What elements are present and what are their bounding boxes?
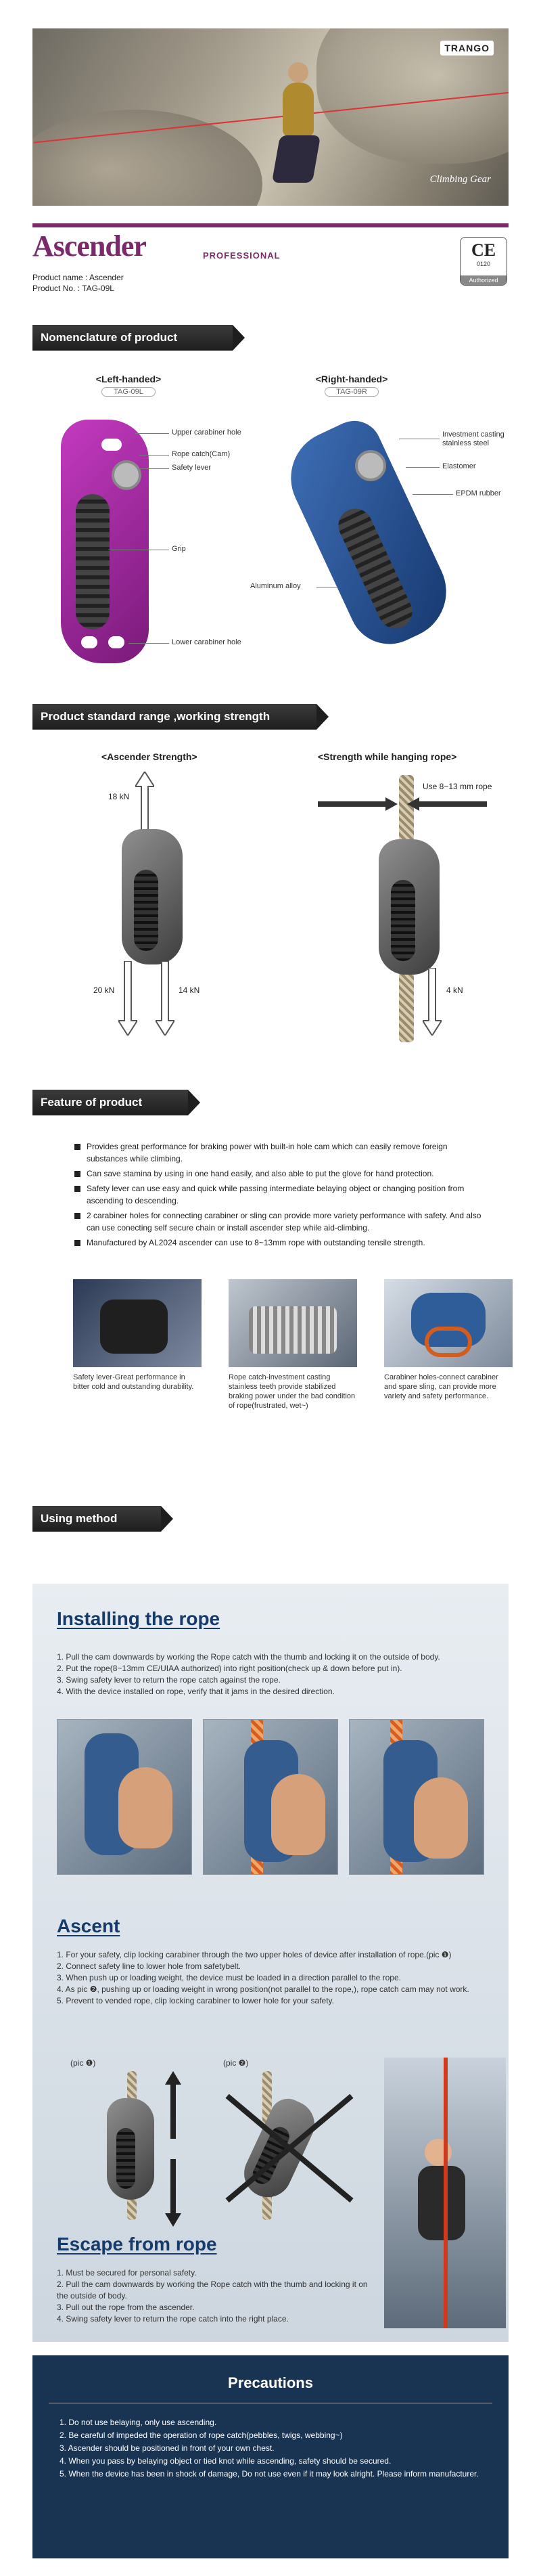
precautions-list [60, 2416, 486, 2481]
device-closeup [100, 1300, 168, 1354]
precautions-heading: Precautions [228, 2374, 313, 2391]
cam [112, 460, 141, 490]
direction-arrows-icon [165, 2071, 181, 2227]
right-handed-heading: <Right-handed> [315, 374, 388, 384]
lower-hole [108, 636, 124, 648]
step: 3. When push up or loading weight, the device must be loaded in a direction parallel to the rope. [57, 1973, 401, 1982]
installing-heading: Installing the rope [57, 1608, 220, 1629]
up-force-arrow [135, 772, 154, 832]
hang-force-arrow [423, 968, 442, 1036]
climber-photo [384, 2058, 506, 2328]
section-nomenclature: Nomenclature of product [32, 325, 233, 351]
climber-head [288, 62, 308, 83]
wrong-position-device [237, 2093, 323, 2205]
kn-bottom-right-value: 14 kN [179, 985, 200, 995]
rope-range-label: Use 8~13 mm rope [423, 782, 492, 791]
arrow-down-icon [423, 968, 442, 1036]
right-handed-ascender-image [291, 423, 453, 653]
label-casting: Investment casting stainless steel [442, 430, 504, 447]
upper-hole [101, 439, 122, 451]
install-photo-2 [203, 1719, 338, 1875]
product-number: Product No. : TAG-09L [32, 284, 114, 293]
arrow-down-icon [156, 961, 174, 1036]
ascender-strength-heading: <Ascender Strength> [101, 751, 197, 762]
feature-list [74, 1140, 487, 1251]
hero-photo [32, 28, 509, 206]
step: 3. Swing safety lever to return the rope catch against the rope. [57, 1675, 281, 1685]
down-force-arrow-left [118, 961, 137, 1036]
escape-heading: Escape from rope [57, 2234, 217, 2255]
label-epdm: EPDM rubber [456, 489, 501, 497]
step: 5. Prevent to vended rope, clip locking carabiner to lower hole for your safety. [57, 1996, 334, 2005]
arrow-up-icon [135, 772, 154, 832]
caption-carabiner-holes: Carabiner holes-connect carabiner and spare sling, can provide more variety and safety performance. [384, 1373, 498, 1400]
feature-item: Manufactured by AL2024 ascender can use to 8~13mm rope with outstanding tensile strength. [74, 1237, 487, 1249]
hand [414, 1777, 468, 1859]
product-name: Product name : Ascender [32, 273, 124, 282]
label-grip: Grip [172, 545, 186, 553]
leader-line [413, 494, 453, 495]
climber-body [283, 83, 314, 137]
escape-steps [57, 2267, 375, 2325]
product-title: Ascender [32, 229, 146, 263]
left-handed-ascender-image [61, 420, 149, 663]
rope-width-arrows-icon [318, 797, 487, 811]
hand [118, 1767, 172, 1848]
step: 4. As pic ❷, pushing up or loading weight in wrong position(not parallel to the rope,), rope catch cam may not work. [57, 1984, 469, 1994]
correct-position-device [107, 2098, 154, 2200]
feature-item: Can save stamina by using in one hand easily, and also able to put the glove for hand protection. [74, 1168, 487, 1180]
step: 3. Pull out the rope from the ascender. [57, 2303, 195, 2312]
step: 4. With the device installed on rope, verify that it jams in the desired direction. [57, 1687, 335, 1696]
grip [116, 2128, 135, 2189]
step: 1. Pull the cam downwards by working the Rope catch with the thumb and locking it on the outside of body. [57, 1652, 440, 1662]
precaution-item: 3. Ascender should be positioned in front of your own chest. [60, 2443, 275, 2453]
climber-body [418, 2166, 465, 2240]
leader-line [406, 467, 440, 468]
install-photo-3 [349, 1719, 484, 1875]
feature-item: 2 carabiner holes for connecting carabiner or sling can provide more variety performance with safety. And also can use conecting self secure chain or install ascender step while aid-climbing. [74, 1209, 487, 1234]
climber-legs [272, 135, 321, 183]
step: 2. Pull the cam downwards by working the Rope catch with the thumb and locking it on the outside of body. [57, 2280, 368, 2301]
arrow-down-icon [118, 961, 137, 1036]
kn-top-value: 18 kN [108, 792, 130, 801]
carabiner-ring [425, 1327, 472, 1357]
climber-figure [256, 55, 337, 191]
hanging-strength-device [379, 839, 440, 975]
leader-line [135, 433, 169, 434]
label-rope-catch: Rope catch(Cam) [172, 450, 231, 458]
teeth-closeup [249, 1306, 337, 1354]
step: 4. Swing safety lever to return the rope catch into the right place. [57, 2314, 289, 2324]
section-strength: Product standard range ,working strength [32, 704, 316, 730]
climber-head [425, 2139, 452, 2166]
label-safety-lever: Safety lever [172, 464, 212, 472]
rock-shape [32, 110, 262, 206]
ce-mark: CE [471, 240, 496, 260]
label-elastomer: Elastomer [442, 462, 476, 470]
grip [391, 880, 415, 961]
leader-line [139, 455, 169, 456]
pic2-label: (pic ❷) [223, 2058, 249, 2068]
brand-logo: TRANGO [440, 41, 494, 55]
step: 2. Connect safety line to lower hole from safetybelt. [57, 1961, 241, 1971]
ce-number: 0120 [476, 261, 491, 267]
install-photo-1 [57, 1719, 192, 1875]
precaution-item: 4. When you pass by belaying object or tied knot while ascending, safety should be secured. [60, 2456, 392, 2466]
cam [355, 450, 386, 481]
rope [444, 2058, 448, 2328]
right-model-tag: TAG-09R [325, 387, 379, 397]
label-aluminum: Aluminum alloy [250, 582, 301, 590]
ce-authorized: Authorized [461, 275, 507, 285]
caption-safety-lever: Safety lever-Great performance in bitter cold and outstanding durability. [73, 1373, 194, 1391]
section-feature: Feature of product [32, 1090, 188, 1115]
down-force-arrow-right [156, 961, 174, 1036]
lower-hole [81, 636, 97, 648]
feature-item: Provides great performance for braking power with built-in hole cam which can easily remove foreign substances while climbing. [74, 1140, 487, 1165]
using-method-panel [32, 1584, 509, 2342]
product-subtitle: PROFESSIONAL [203, 250, 281, 261]
step: 1. For your safety, clip locking carabiner through the two upper holes of device after installation of rope.(pic ❶) [57, 1950, 452, 1959]
step: 2. Put the rope(8~13mm CE/UIAA authorized) into right position(check up & down before put in). [57, 1664, 402, 1673]
precaution-item: 5. When the device has been in shock of damage, Do not use even if it may look alright. Please inform manufacturer. [60, 2469, 479, 2479]
leader-line [139, 468, 169, 469]
grip [76, 494, 110, 629]
kn-bottom-left-value: 20 kN [93, 985, 115, 995]
section-using: Using method [32, 1506, 161, 1532]
precaution-item: 1. Do not use belaying, only use ascending. [60, 2418, 217, 2427]
hand [271, 1774, 325, 1855]
label-lower-hole: Lower carabiner hole [172, 638, 241, 646]
leader-line [128, 643, 169, 644]
product-info [32, 272, 124, 294]
grip [134, 870, 158, 951]
hanging-strength-heading: <Strength while hanging rope> [318, 751, 457, 762]
carabiner-holes-photo [384, 1279, 513, 1367]
feature-item: Safety lever can use easy and quick while passing intermediate belaying object or changing position from ascending to descending. [74, 1182, 487, 1207]
ce-badge [460, 237, 507, 286]
ascent-heading: Ascent [57, 1915, 120, 1936]
safety-lever-photo [73, 1279, 202, 1367]
left-handed-heading: <Left-handed> [95, 374, 162, 384]
precaution-item: 2. Be careful of impeded the operation of rope catch(pebbles, twigs, webbing~) [60, 2430, 343, 2440]
caption-rope-catch: Rope catch-investment casting stainless teeth provide stabilized braking power under the bad condition of rope(frustrated, wet~) [229, 1373, 356, 1410]
pic1-label: (pic ❶) [70, 2058, 96, 2068]
ascent-steps [57, 1949, 483, 2007]
rope-catch-photo [229, 1279, 357, 1367]
installing-steps [57, 1651, 483, 1697]
precautions-panel [32, 2355, 509, 2558]
kn-hang-value: 4 kN [446, 985, 463, 995]
ascender-strength-device [122, 829, 183, 964]
title-rule [32, 223, 509, 227]
left-model-tag: TAG-09L [101, 387, 156, 397]
brand-tagline: Climbing Gear [429, 174, 491, 185]
label-upper-hole: Upper carabiner hole [172, 428, 241, 437]
step: 1. Must be secured for personal safety. [57, 2268, 197, 2278]
